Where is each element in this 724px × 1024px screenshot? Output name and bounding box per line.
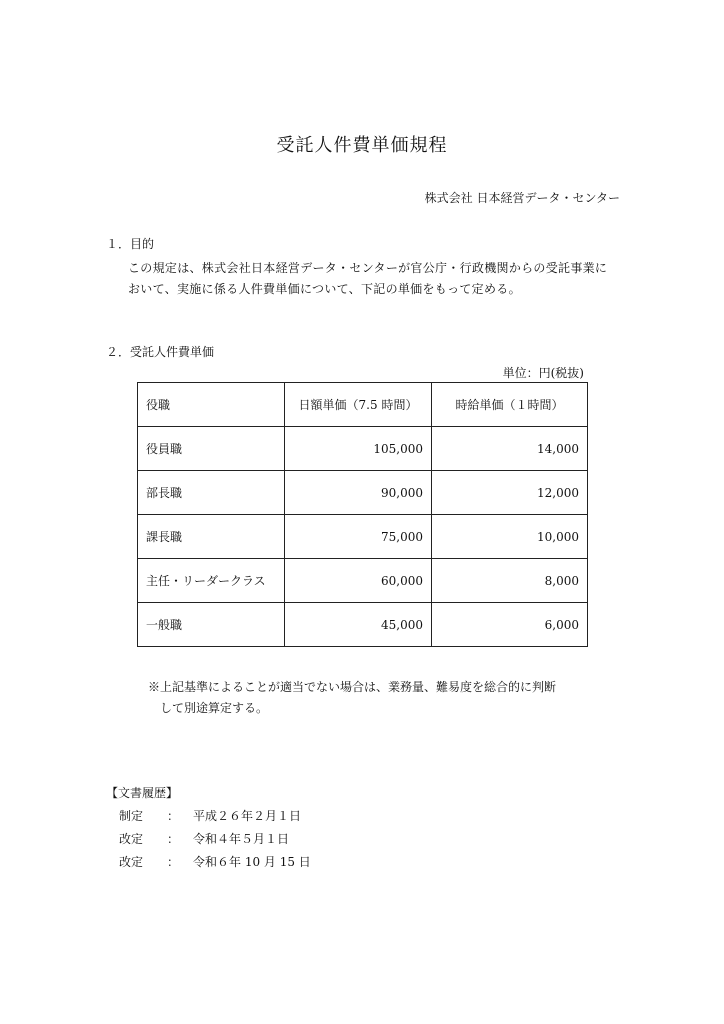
history-entry bbox=[119, 807, 301, 824]
history-date: 令和４年５月１日 bbox=[193, 832, 290, 846]
role-cell: 主任・リーダークラス bbox=[138, 559, 285, 603]
note-line-2: して別途算定する。 bbox=[160, 701, 269, 715]
company-name: 株式会社 日本経営データ・センター bbox=[424, 191, 620, 205]
role-cell: 部長職 bbox=[138, 471, 285, 515]
role-cell: 役員職 bbox=[138, 427, 285, 471]
history-label: 改定 bbox=[119, 832, 144, 846]
table-row bbox=[138, 471, 588, 515]
history-title: 【文書履歴】 bbox=[106, 786, 179, 800]
section-1-text-line-1: この規定は、株式会社日本経営データ・センターが官公庁・行政機関からの受託事業に bbox=[128, 261, 608, 275]
history-date: 平成２６年２月１日 bbox=[193, 809, 302, 823]
history-label: 制定 bbox=[119, 809, 144, 823]
history-separator: ： bbox=[167, 832, 180, 846]
header-daily-rate: 日額単価（7.5 時間） bbox=[285, 383, 432, 427]
table-row bbox=[138, 515, 588, 559]
table-row bbox=[138, 603, 588, 647]
hourly-rate-cell: 8,000 bbox=[432, 559, 588, 603]
table-header-row bbox=[138, 383, 588, 427]
header-hourly-rate: 時給単価（１時間） bbox=[432, 383, 588, 427]
history-entry bbox=[119, 853, 311, 870]
history-separator: ： bbox=[167, 809, 180, 823]
section-1-heading: １．目的 bbox=[106, 237, 155, 251]
rate-table bbox=[137, 382, 588, 647]
role-cell: 一般職 bbox=[138, 603, 285, 647]
daily-rate-cell: 45,000 bbox=[285, 603, 432, 647]
daily-rate-cell: 105,000 bbox=[285, 427, 432, 471]
hourly-rate-cell: 10,000 bbox=[432, 515, 588, 559]
header-role: 役職 bbox=[138, 383, 285, 427]
note-line-1: ※上記基準によることが適当でない場合は、業務量、難易度を総合的に判断 bbox=[148, 680, 557, 694]
daily-rate-cell: 90,000 bbox=[285, 471, 432, 515]
unit-label: 単位：円(税抜) bbox=[502, 366, 584, 380]
daily-rate-cell: 75,000 bbox=[285, 515, 432, 559]
history-separator: ： bbox=[167, 855, 180, 869]
table-row bbox=[138, 427, 588, 471]
hourly-rate-cell: 6,000 bbox=[432, 603, 588, 647]
table-row bbox=[138, 559, 588, 603]
history-label: 改定 bbox=[119, 855, 144, 869]
section-2-heading: ２．受託人件費単価 bbox=[106, 345, 215, 359]
document-title: 受託人件費単価規程 bbox=[276, 135, 448, 156]
daily-rate-cell: 60,000 bbox=[285, 559, 432, 603]
role-cell: 課長職 bbox=[138, 515, 285, 559]
hourly-rate-cell: 12,000 bbox=[432, 471, 588, 515]
history-date: 令和６年 10 月 15 日 bbox=[193, 855, 311, 869]
section-1-text-line-2: おいて、実施に係る人件費単価について、下記の単価をもって定める。 bbox=[128, 282, 521, 296]
hourly-rate-cell: 14,000 bbox=[432, 427, 588, 471]
history-entry bbox=[119, 830, 289, 847]
